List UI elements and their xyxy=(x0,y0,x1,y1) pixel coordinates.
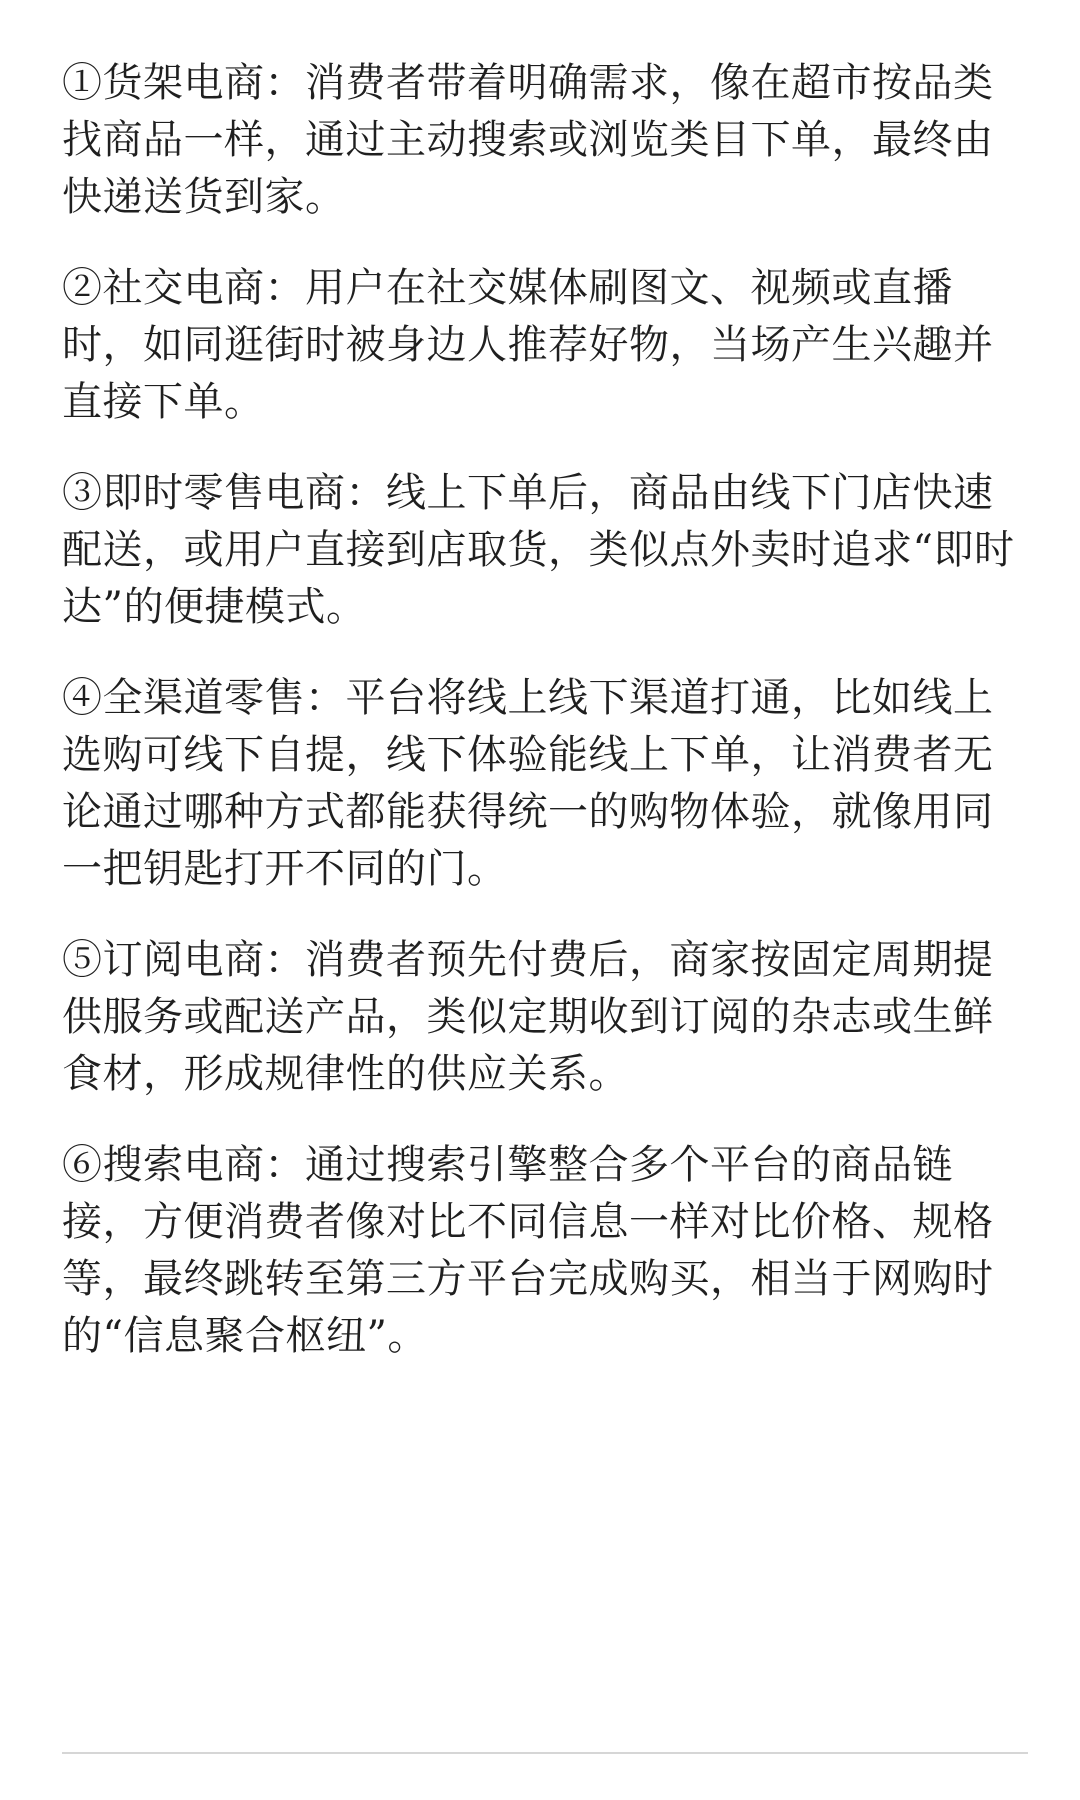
paragraph-omnichannel-retail: ④全渠道零售：平台将线上线下渠道打通，比如线上选购可线下自提，线下体验能线上下单，让消费者无论通过哪种方式都能获得统一的购物体验，就像用同一把钥匙打开不同的门。 xyxy=(62,675,994,892)
paragraph-shelf-ecommerce: ①货架电商：消费者带着明确需求，像在超市按品类找商品一样，通过主动搜索或浏览类目下单，最终由快递送货到家。 xyxy=(62,60,994,220)
paragraph-instant-retail: ③即时零售电商：线上下单后，商品由线下门店快速配送，或用户直接到店取货，类似点外卖时追求“即时达”的便捷模式。 xyxy=(62,470,1015,630)
paragraph-social-ecommerce: ②社交电商：用户在社交媒体刷图文、视频或直播时，如同逛街时被身边人推荐好物，当场产生兴趣并直接下单。 xyxy=(62,265,994,425)
article-body xyxy=(62,55,1028,1399)
paragraph-subscription-ecommerce: ⑤订阅电商：消费者预先付费后，商家按固定周期提供服务或配送产品，类似定期收到订阅的杂志或生鲜食材，形成规律性的供应关系。 xyxy=(62,937,994,1097)
bottom-divider xyxy=(62,1752,1028,1754)
paragraph-search-ecommerce: ⑥搜索电商：通过搜索引擎整合多个平台的商品链接，方便消费者像对比不同信息一样对比价格、规格等，最终跳转至第三方平台完成购买，相当于网购时的“信息聚合枢纽”。 xyxy=(62,1142,994,1359)
